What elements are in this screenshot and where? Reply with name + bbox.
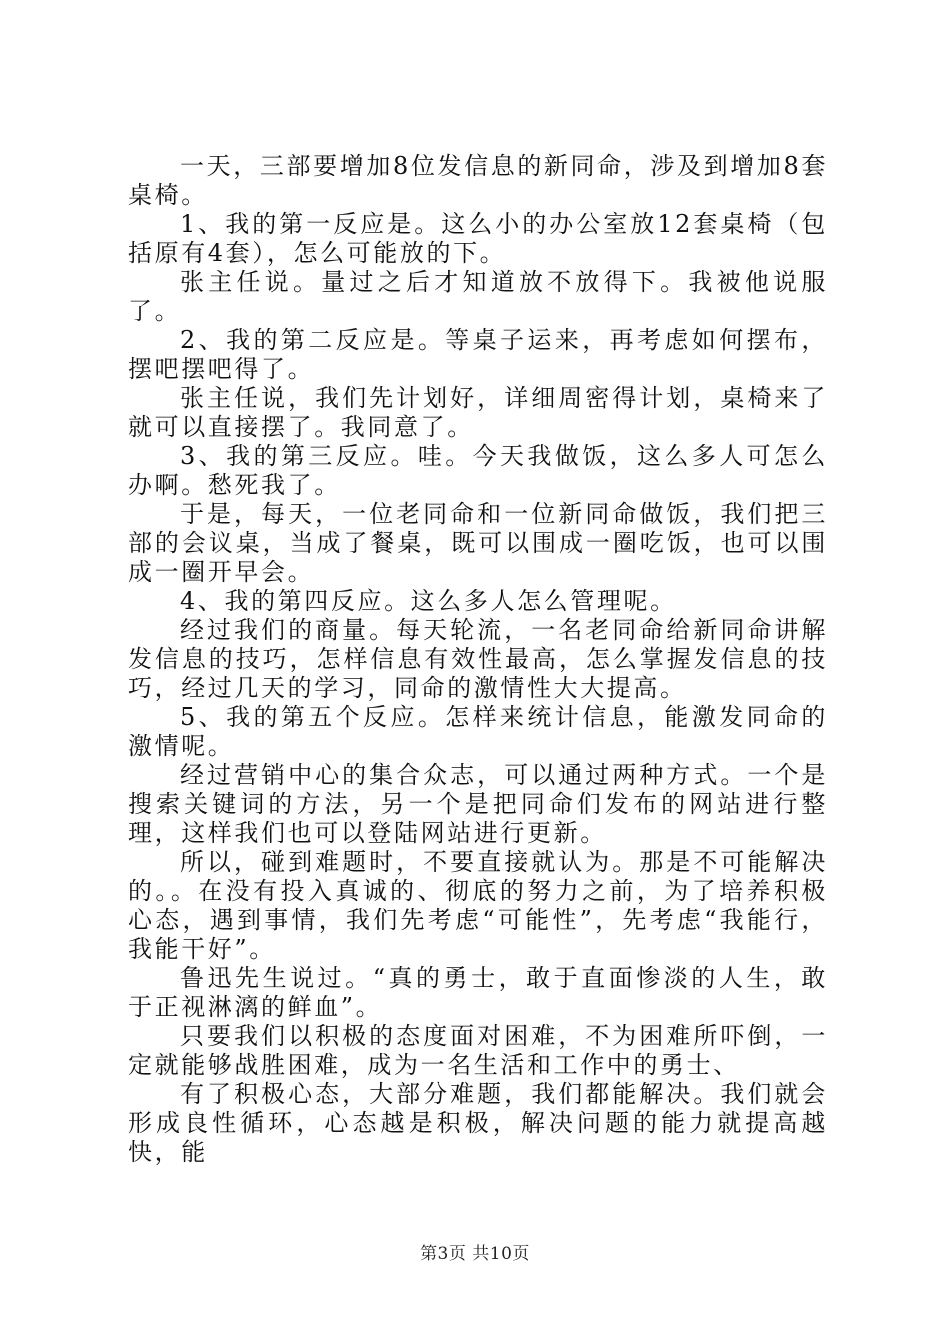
paragraph: 1、我的第一反应是。这么小的办公室放12套桌椅（包括原有4套），怎么可能放的下。 (128, 210, 828, 267)
page-number-footer: 第3页 共10页 (420, 1244, 530, 1264)
paragraph: 于是，每天，一位老同命和一位新同命做饭，我们把三部的会议桌，当成了餐桌，既可以围成一圈吃饭，也可以围成一圈开早会。 (128, 500, 828, 586)
paragraph: 经过我们的商量。每天轮流，一名老同命给新同命讲解发信息的技巧，怎样信息有效性最高，怎么掌握发信息的技巧，经过几天的学习，同命的激情性大大提高。 (128, 616, 828, 702)
paragraph: 3、我的第三反应。哇。今天我做饭，这么多人可怎么办啊。愁死我了。 (128, 442, 828, 499)
paragraph: 张主任说，我们先计划好，详细周密得计划，桌椅来了就可以直接摆了。我同意了。 (128, 384, 828, 441)
paragraph: 4、我的第四反应。这么多人怎么管理呢。 (180, 587, 677, 615)
paragraph: 只要我们以积极的态度面对困难，不为困难所吓倒，一定就能够战胜困难，成为一名生活和工作中的勇士、 (128, 1022, 828, 1079)
paragraph: 5、我的第五个反应。怎样来统计信息，能激发同命的激情呢。 (128, 703, 828, 760)
paragraph: 所以，碰到难题时，不要直接就认为。那是不可能解决的。。在没有投入真诚的、彻底的努力之前，为了培养积极心态，遇到事情，我们先考虑“可能性”，先考虑“我能行，我能干好”。 (128, 848, 828, 963)
paragraph: 有了积极心态，大部分难题，我们都能解决。我们就会形成良性循环，心态越是积极，解决问题的能力就提高越快，能 (128, 1080, 828, 1166)
paragraph: 2、我的第二反应是。等桌子运来，再考虑如何摆布，摆吧摆吧得了。 (128, 326, 828, 383)
paragraph: 张主任说。量过之后才知道放不放得下。我被他说服了。 (128, 268, 828, 325)
paragraph: 一天，三部要增加8位发信息的新同命，涉及到增加8套桌椅。 (128, 152, 828, 209)
document-body (128, 152, 828, 1167)
paragraph: 经过营销中心的集合众志，可以通过两种方式。一个是搜索关键词的方法，另一个是把同命们发布的网站进行整理，这样我们也可以登陆网站进行更新。 (128, 761, 828, 847)
paragraph: 鲁迅先生说过。“真的勇士，敢于直面惨淡的人生，敢于正视淋漓的鲜血”。 (128, 964, 828, 1021)
